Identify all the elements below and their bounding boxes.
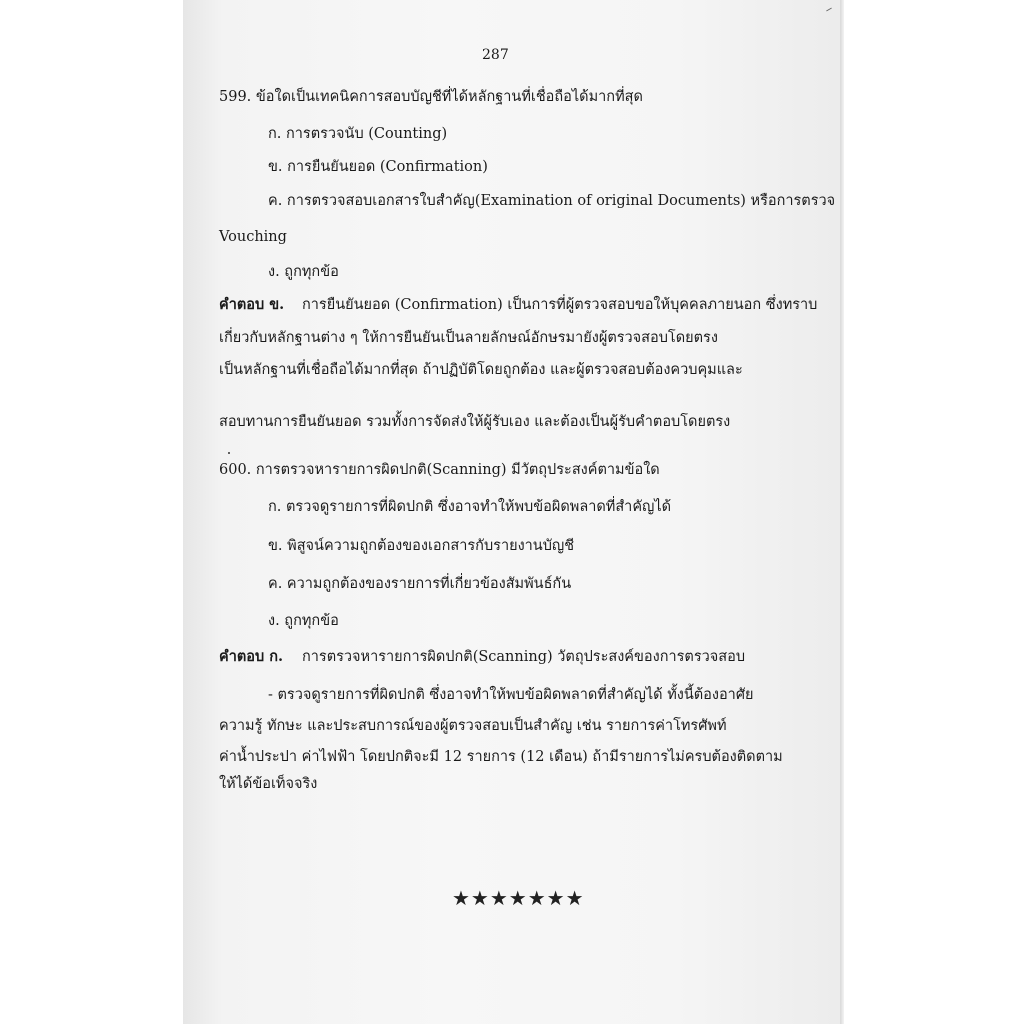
answer-600-title: การตรวจหารายการผิดปกติ(Scanning) วัตถุประสงค์ของการตรวจสอบ xyxy=(302,649,746,665)
option-600-a: ก. ตรวจดูรายการที่ผิดปกติ ซึ่งอาจทำให้พบข้อผิดพลาดที่สำคัญได้ xyxy=(268,499,672,515)
answer-label-599: คำตอบ ข. xyxy=(219,296,285,313)
answer-600-line-4: ให้ได้ข้อเท็จจริง xyxy=(219,776,318,792)
answer-600-line-2: ความรู้ ทักษะ และประสบการณ์ของผู้ตรวจสอบเป็นสำคัญ เช่น รายการค่าโทรศัพท์ xyxy=(219,718,727,734)
option-599-a: ก. การตรวจนับ (Counting) xyxy=(268,126,448,142)
option-600-c: ค. ความถูกต้องของรายการที่เกี่ยวข้องสัมพันธ์กัน xyxy=(268,576,572,592)
option-599-b: ข. การยืนยันยอด (Confirmation) xyxy=(268,159,488,175)
answer-600-line-3: ค่าน้ำประปา ค่าไฟฟ้า โดยปกติจะมี 12 รายการ (12 เดือน) ถ้ามีรายการไม่ครบต้องติดตาม xyxy=(219,749,783,765)
option-599-c: ค. การตรวจสอบเอกสารใบสำคัญ(Examination of original Documents) หรือการตรวจ xyxy=(268,193,836,209)
footer-stars: ★★★★★★★ xyxy=(452,886,585,910)
option-600-d: ง. ถูกทุกข้อ xyxy=(268,613,339,629)
page-edge xyxy=(840,0,844,1024)
answer-599-line-1: การยืนยันยอด (Confirmation) เป็นการที่ผู้ตรวจสอบขอให้บุคคลภายนอก ซึ่งทราบ xyxy=(302,297,818,313)
answer-599-line-3: เป็นหลักฐานที่เชื่อถือได้มากที่สุด ถ้าปฏิบัติโดยถูกต้อง และผู้ตรวจสอบต้องควบคุมและ xyxy=(219,362,743,378)
option-600-b: ข. พิสูจน์ความถูกต้องของเอกสารกับรายงานบัญชี xyxy=(268,538,575,554)
answer-599-line-4: สอบทานการยืนยันยอด รวมทั้งการจัดส่งให้ผู้รับเอง และต้องเป็นผู้รับคำตอบโดยตรง xyxy=(219,414,731,430)
question-600: 600. การตรวจหารายการผิดปกติ(Scanning) มีวัตถุประสงค์ตามข้อใด xyxy=(219,462,660,478)
option-599-d: ง. ถูกทุกข้อ xyxy=(268,264,339,280)
speck xyxy=(228,452,230,454)
answer-label-600: คำตอบ ก. xyxy=(219,648,284,665)
option-599-c-cont: Vouching xyxy=(219,229,287,245)
question-599: 599. ข้อใดเป็นเทคนิคการสอบบัญชีที่ได้หลักฐานที่เชื่อถือได้มากที่สุด xyxy=(219,89,643,105)
answer-599-line-2: เกี่ยวกับหลักฐานต่าง ๆ ให้การยืนยันเป็นลายลักษณ์อักษรมายังผู้ตรวจสอบโดยตรง xyxy=(219,330,718,346)
page-number: 287 xyxy=(482,47,509,63)
answer-600-line-1: - ตรวจดูรายการที่ผิดปกติ ซึ่งอาจทำให้พบข้อผิดพลาดที่สำคัญได้ ทั้งนี้ต้องอาศัย xyxy=(268,687,754,703)
